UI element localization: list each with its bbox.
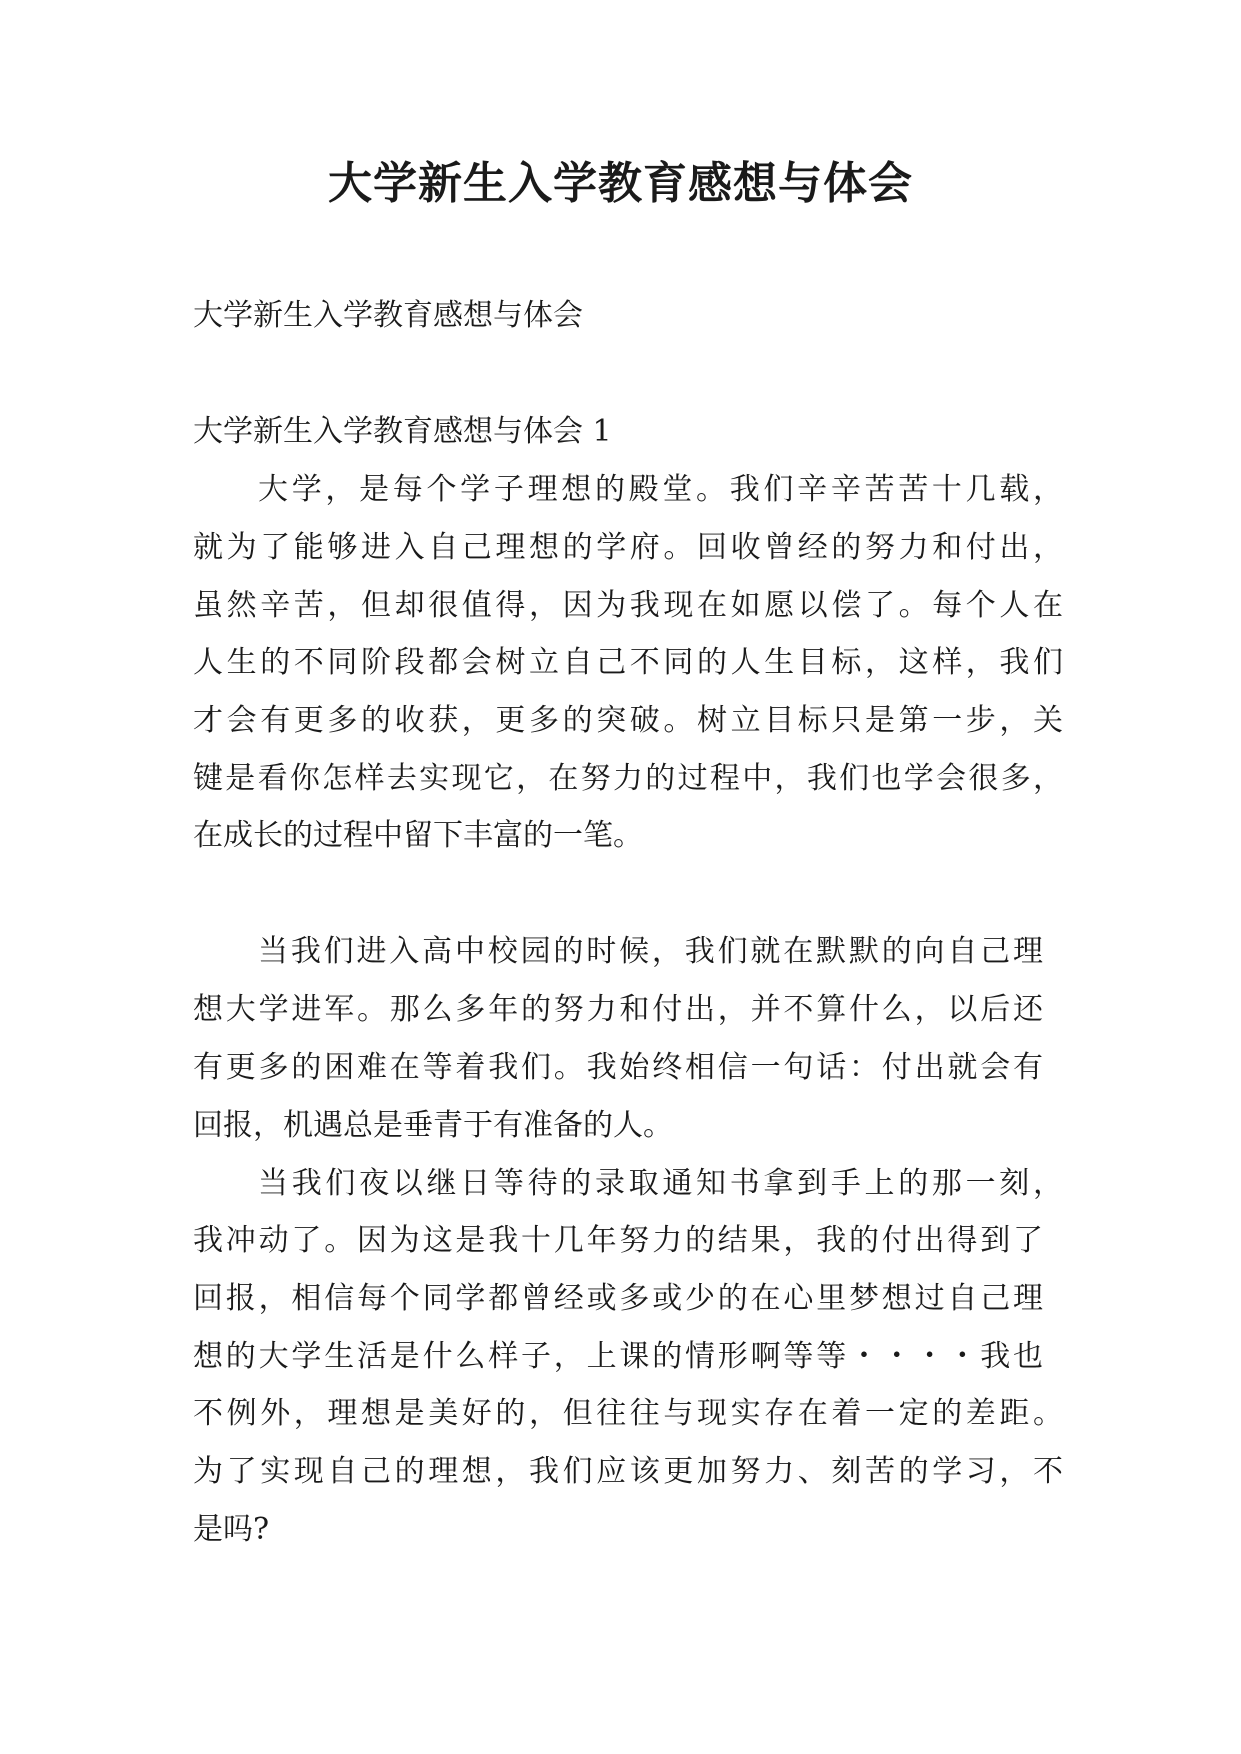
paragraph-line: 当我们夜以继日等待的录取通知书拿到手上的那一刻， — [258, 1166, 1063, 1201]
paragraph-line: 就为了能够进入自己理想的学府。回收曾经的努力和付出， — [193, 530, 1063, 565]
paragraph-line: 大学，是每个学子理想的殿堂。我们辛辛苦苦十几载， — [258, 472, 1063, 507]
paragraph-line: 是吗? — [193, 1512, 270, 1547]
paragraph-line: 回报，机遇总是垂青于有准备的人。 — [193, 1108, 673, 1143]
paragraph-line: 我冲动了。因为这是我十几年努力的结果，我的付出得到了 — [193, 1223, 1043, 1258]
paragraph-line: 有更多的困难在等着我们。我始终相信一句话：付出就会有 — [193, 1050, 1043, 1085]
paragraph-line: 想大学进军。那么多年的努力和付出，并不算什么，以后还 — [193, 992, 1043, 1027]
section-heading: 大学新生入学教育感想与体会 1 — [193, 414, 612, 449]
document-title: 大学新生入学教育感想与体会 — [328, 158, 913, 209]
paragraph-line: 在成长的过程中留下丰富的一笔。 — [193, 818, 643, 853]
paragraph-line: 当我们进入高中校园的时候，我们就在默默的向自己理 — [258, 934, 1043, 969]
paragraph-line: 虽然辛苦，但却很值得，因为我现在如愿以偿了。每个人在 — [193, 588, 1063, 623]
paragraph-line: 为了实现自己的理想，我们应该更加努力、刻苦的学习，不 — [193, 1454, 1063, 1489]
subtitle: 大学新生入学教育感想与体会 — [193, 298, 583, 333]
paragraph-line: 才会有更多的收获，更多的突破。树立目标只是第一步，关 — [193, 703, 1063, 738]
paragraph-line: 不例外，理想是美好的，但往往与现实存在着一定的差距。 — [193, 1396, 1063, 1431]
paragraph-line: 回报，相信每个同学都曾经或多或少的在心里梦想过自己理 — [193, 1281, 1043, 1316]
paragraph-line: 键是看你怎样去实现它，在努力的过程中，我们也学会很多， — [193, 761, 1063, 796]
paragraph-line: 想的大学生活是什么样子，上课的情形啊等等・・・・我也 — [193, 1339, 1043, 1374]
paragraph-line: 人生的不同阶段都会树立自己不同的人生目标，这样，我们 — [193, 645, 1063, 680]
